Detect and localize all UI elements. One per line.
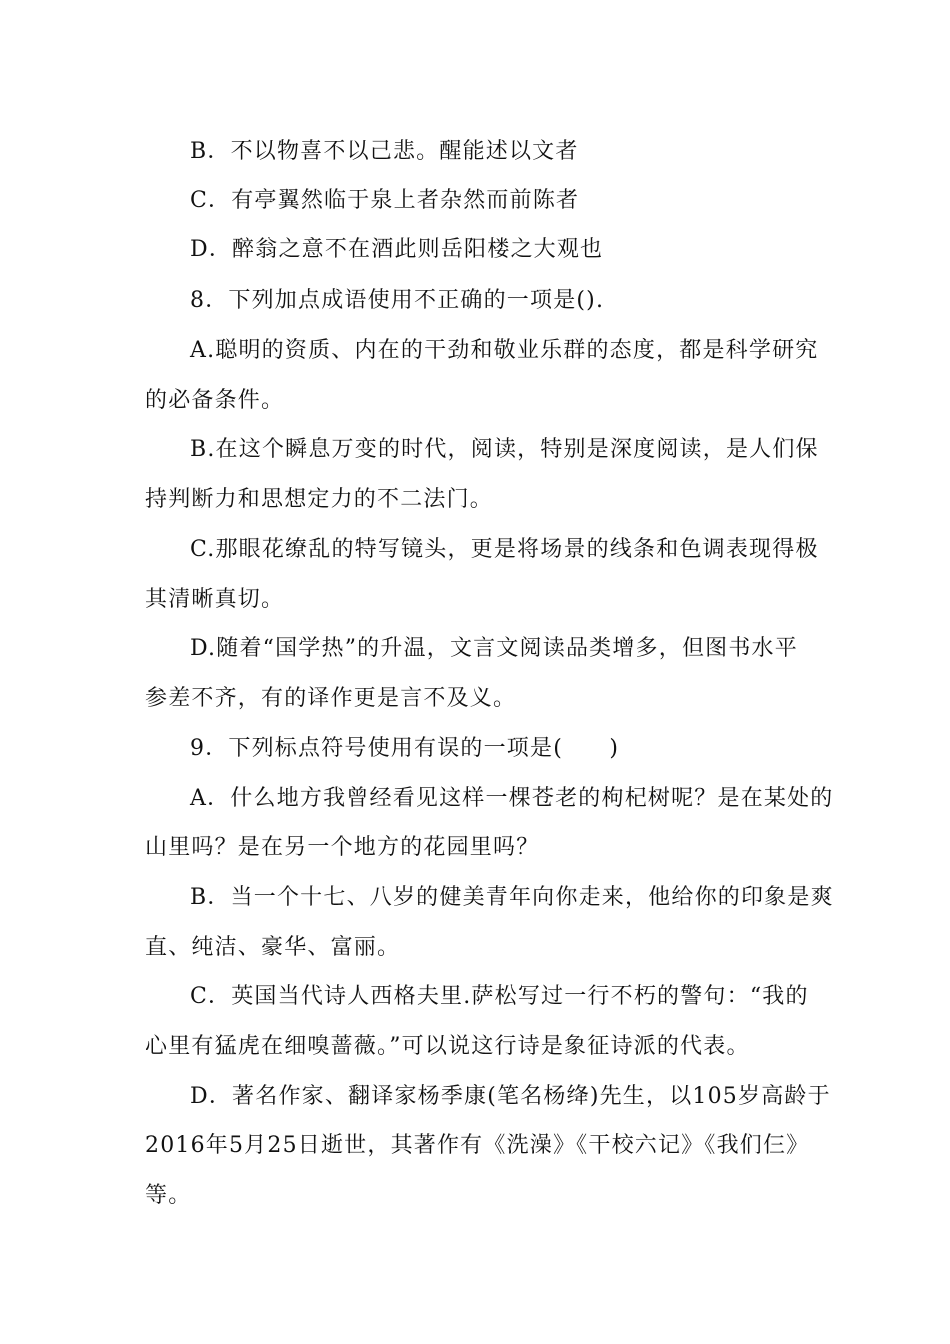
- q9-option-d-line2: 2016年5月25日逝世，其著作有《洗澡》《干校六记》《我们仨》: [145, 1133, 810, 1158]
- q9-option-c-line1: C．英国当代诗人西格夫里.萨松写过一行不朽的警句：“我的: [190, 984, 809, 1009]
- q9-option-b-line2: 直、纯洁、豪华、富丽。: [145, 935, 401, 960]
- q7-option-c: C．有亭翼然临于泉上者杂然而前陈者: [190, 188, 580, 213]
- q9-option-b-line1: B．当一个十七、八岁的健美青年向你走来，他给你的印象是爽: [190, 885, 834, 910]
- q8-option-c-line1: C.那眼花缭乱的特写镜头，更是将场景的线条和色调表现得极: [190, 537, 819, 562]
- q8-option-d-line1: D.随着“国学热”的升温，文言文阅读品类增多，但图书水平: [190, 636, 798, 661]
- q8-option-c-line2: 其清晰真切。: [145, 587, 285, 612]
- q9-option-d-line3: 等。: [145, 1183, 192, 1208]
- q9-stem: 9．下列标点符号使用有误的一项是( ): [190, 736, 620, 761]
- q8-stem: 8．下列加点成语使用不正确的一项是().: [190, 288, 605, 313]
- q8-option-a-line2: 的必备条件。: [145, 388, 285, 413]
- q8-option-b-line2: 持判断力和思想定力的不二法门。: [145, 487, 494, 512]
- q8-option-d-line2: 参差不齐，有的译作更是言不及义。: [145, 686, 517, 711]
- q7-option-d: D．醉翁之意不在酒此则岳阳楼之大观也: [190, 237, 604, 262]
- q9-option-a-line2: 山里吗？是在另一个地方的花园里吗？: [145, 835, 540, 860]
- q8-option-b-line1: B.在这个瞬息万变的时代，阅读，特别是深度阅读，是人们保: [190, 437, 819, 462]
- q7-option-b: B．不以物喜不以己悲。醒能述以文者: [190, 139, 579, 164]
- q9-option-c-line2: 心里有猛虎在细嗅蔷薇。”可以说这行诗是象征诗派的代表。: [145, 1034, 750, 1059]
- q9-option-a-line1: A．什么地方我曾经看见这样一棵苍老的枸杞树呢？是在某处的: [190, 786, 834, 811]
- q9-option-d-line1: D．著名作家、翻译家杨季康(笔名杨绛)先生，以105岁高龄于: [190, 1084, 831, 1109]
- q8-option-a-line1: A.聪明的资质、内在的干劲和敬业乐群的态度，都是科学研究: [190, 338, 819, 363]
